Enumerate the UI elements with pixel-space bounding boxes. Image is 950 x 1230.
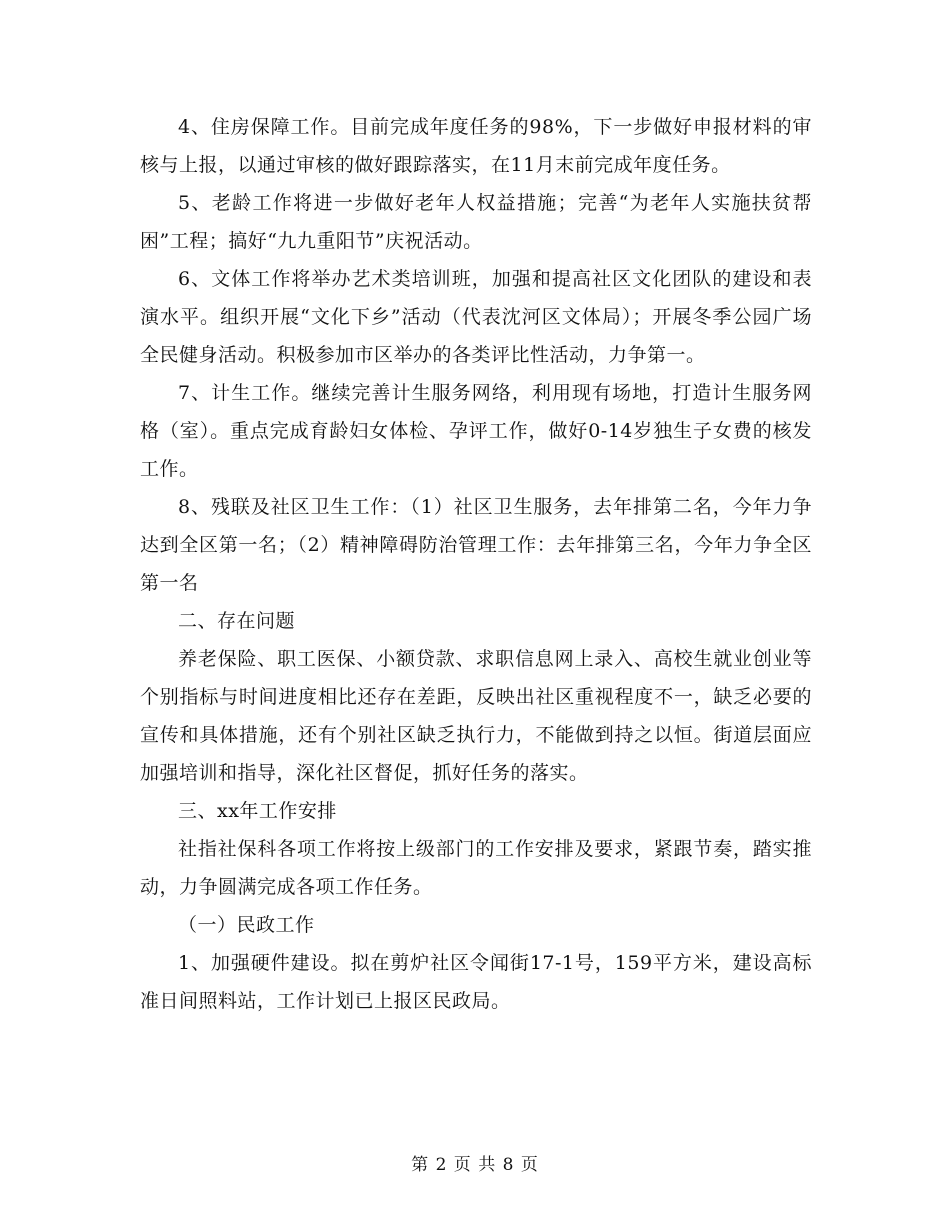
subsection-heading-civil-affairs: （一）民政工作 [178,914,315,936]
paragraph-family-planning: 7、计生工作。继续完善计生服务网络，利用现有场地，打造计生服务网格（室）。重点完成育龄妇女体检、孕评工作，做好0-14岁独生子女费的核发工作。 [140,382,812,480]
paragraph-elderly: 5、老龄工作将进一步做好老年人权益措施；完善“为老年人实施扶贫帮困”工程；搞好“九九重阳节”庆祝活动。 [140,192,812,252]
paragraph-housing: 4、住房保障工作。目前完成年度任务的98%，下一步做好申报材料的审核与上报，以通过审核的做好跟踪落实，在11月末前完成年度任务。 [140,116,812,176]
section-heading-problems: 二、存在问题 [178,610,296,632]
paragraph-problems: 养老保险、职工医保、小额贷款、求职信息网上录入、高校生就业创业等个别指标与时间进度相比还存在差距，反映出社区重视程度不一，缺乏必要的宣传和具体措施，还有个别社区缺乏执行力，不能做到持之以恒。街道层面应加强培训和指导，深化社区督促，抓好任务的落实。 [140,648,812,784]
paragraph-work-plan: 社指社保科各项工作将按上级部门的工作安排及要求，紧跟节奏，踏实推动，力争圆满完成各项工作任务。 [140,838,812,898]
paragraph-hardware-construction: 1、加强硬件建设。拟在剪炉社区令闻街17-1号，159平方米，建设高标准日间照料站，工作计划已上报区民政局。 [140,952,812,1012]
paragraph-culture-sports: 6、文体工作将举办艺术类培训班，加强和提高社区文化团队的建设和表演水平。组织开展“文化下乡”活动（代表沈河区文体局）；开展冬季公园广场全民健身活动。积极参加市区举办的各类评比性活动，力争第一。 [140,268,812,366]
paragraph-disability-health: 8、残联及社区卫生工作：（1）社区卫生服务，去年排第二名，今年力争达到全区第一名；（2）精神障碍防治管理工作：去年排第三名，今年力争全区第一名 [140,496,812,594]
document-body [140,108,812,1020]
page-footer: 第 2 页 共 8 页 [411,1155,539,1175]
section-heading-work-plan: 三、xx年工作安排 [178,800,337,822]
